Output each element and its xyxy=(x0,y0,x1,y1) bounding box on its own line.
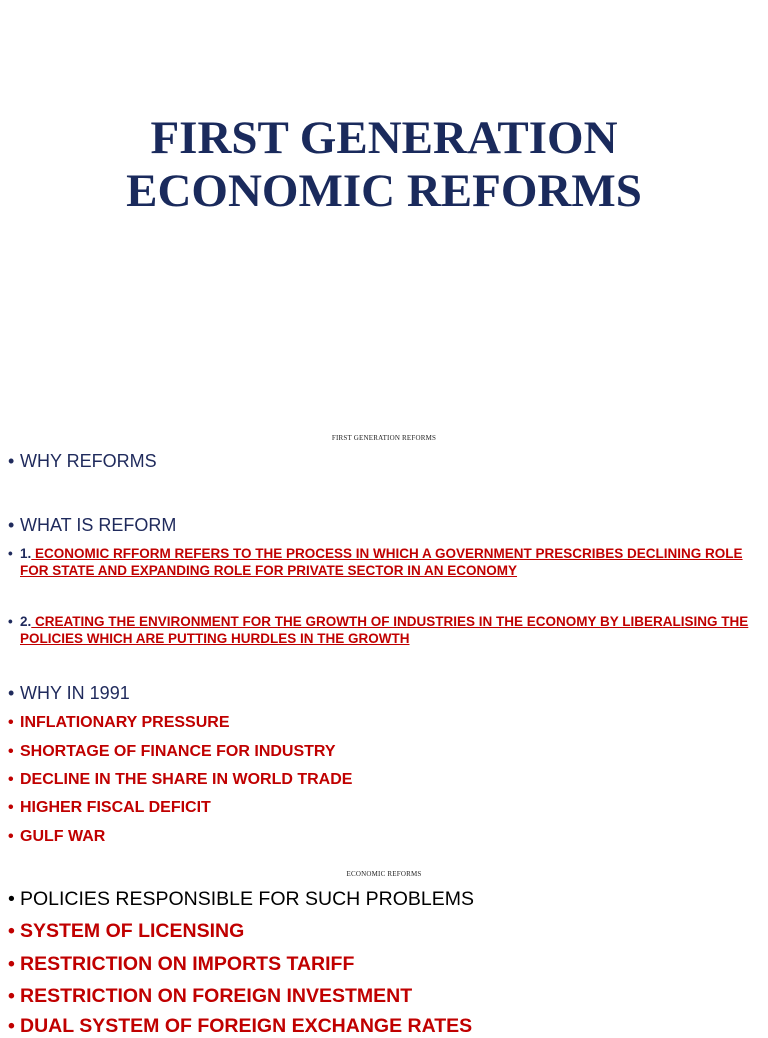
bullet-dot: • xyxy=(8,920,15,942)
bullet-text: DUAL SYSTEM OF FOREIGN EXCHANGE RATES xyxy=(20,1015,473,1037)
bullet-dot: • xyxy=(8,888,15,910)
page-title xyxy=(0,112,768,218)
bullet-text: WHAT IS REFORM xyxy=(20,515,177,535)
bullet-dot: • xyxy=(8,451,15,471)
slide-economic-reforms xyxy=(0,862,768,1037)
bullet-what-is-reform xyxy=(4,514,762,536)
bullet-text: WHY REFORMS xyxy=(20,451,157,471)
list-item-policy xyxy=(4,1014,762,1038)
title-line-1: FIRST GENERATION xyxy=(150,112,618,164)
bullet-dot: • xyxy=(8,743,14,760)
point-number: 2. xyxy=(20,614,32,629)
bullet-definition-2 xyxy=(4,613,762,647)
bullet-dot: • xyxy=(8,714,14,731)
bullet-why-1991 xyxy=(4,682,762,704)
bullet-text: GULF WAR xyxy=(20,828,106,845)
point-text: ECONOMIC RFFORM REFERS TO THE PROCESS IN WHICH A GOVERNMENT PRESCRIBES DECLINING ROLE FOR STATE AND EXPANDING ROLE FOR PRIVATE SECTOR IN AN ECONOMY xyxy=(20,546,743,578)
bullet-text: DECLINE IN THE SHARE IN WORLD TRADE xyxy=(20,771,353,788)
bullet-policies-heading xyxy=(4,887,762,911)
bullet-text: INFLATIONARY PRESSURE xyxy=(20,714,230,731)
bullet-text: SYSTEM OF LICENSING xyxy=(20,920,245,942)
list-item-reason xyxy=(4,742,762,762)
bullet-definition-1 xyxy=(4,545,762,579)
bullet-dot: • xyxy=(8,1015,15,1037)
bullet-dot: • xyxy=(8,828,14,845)
list-item-reason xyxy=(4,713,762,733)
bullet-text: SHORTAGE OF FINANCE FOR INDUSTRY xyxy=(20,743,336,760)
list-item-reason xyxy=(4,827,762,847)
bullet-dot: • xyxy=(8,771,14,788)
title-line-2: ECONOMIC REFORMS xyxy=(126,165,642,217)
bullet-dot: • xyxy=(8,683,15,703)
bullet-text: WHY IN 1991 xyxy=(20,683,130,703)
bullet-text: RESTRICTION ON FOREIGN INVESTMENT xyxy=(20,985,413,1007)
title-slide xyxy=(0,0,768,420)
bullet-dot: • xyxy=(8,614,13,629)
bullet-dot: • xyxy=(8,799,14,816)
slide-caption: ECONOMIC REFORMS xyxy=(346,870,422,878)
list-item-policy xyxy=(4,952,762,976)
slide-caption: FIRST GENERATION REFORMS xyxy=(331,434,437,442)
bullet-dot: • xyxy=(8,515,15,535)
bullet-dot: • xyxy=(8,985,15,1007)
bullet-text: HIGHER FISCAL DEFICIT xyxy=(20,799,211,816)
bullet-dot: • xyxy=(8,953,15,975)
bullet-text: RESTRICTION ON IMPORTS TARIFF xyxy=(20,953,355,975)
bullet-dot: • xyxy=(8,546,13,561)
point-text: CREATING THE ENVIRONMENT FOR THE GROWTH OF INDUSTRIES IN THE ECONOMY BY LIBERALISING THE POLICIES WHICH ARE PUTTING HURDLES IN THE GROWTH xyxy=(20,614,749,646)
list-item-policy xyxy=(4,984,762,1008)
bullet-why-reforms xyxy=(4,450,762,472)
point-number: 1. xyxy=(20,546,32,561)
slide-first-generation-reforms xyxy=(0,430,768,860)
list-item-reason xyxy=(4,798,762,818)
bullet-text: POLICIES RESPONSIBLE FOR SUCH PROBLEMS xyxy=(20,888,475,910)
list-item-policy xyxy=(4,919,762,943)
list-item-reason xyxy=(4,770,762,790)
